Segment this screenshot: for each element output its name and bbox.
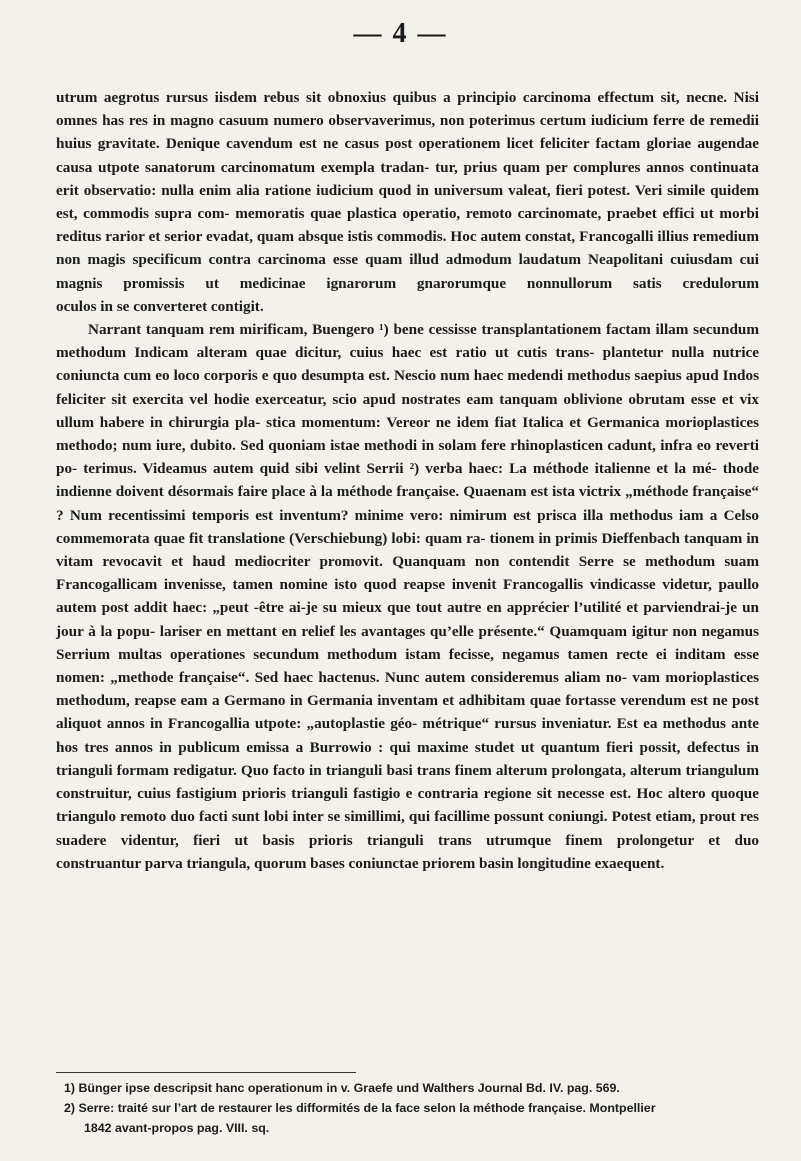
text-line: illam secundum methodum Indicam alteram quae dicitur, cuius haec est ratio ut cutis trans- <box>56 321 759 362</box>
page-number-header: — 4 — <box>353 18 448 49</box>
text-line: duo facti sunt lobi inter se simillimi, qui facillime possunt coniungi. Potest etiam, prout res <box>170 808 759 826</box>
text-line: Serrium multas operationes secundum methodum istam fecisse, negamus tamen recte ei inditam <box>56 645 726 663</box>
text-line: memoratis quae plastica operatio, remoto carcinomate, praebet effici ut morbi reditus rarior et <box>56 205 760 246</box>
text-line: métrique“ rursus inveniatur. Est ea methodus ante hos tres annos in publicum emissa a Burrowio : <box>56 715 759 756</box>
text-line: isto quod reapse invenit Francogallis vindicasse videtur, paullo autem post addit haec: „peut <box>56 576 760 617</box>
text-line: prioris trianguli fastigio e contraria regione sit necesse est. Hoc altero quoque triangulo remoto <box>56 785 759 826</box>
text-line: quae fortasse verendum est ne post aliquot annos in Francogallia utpote: „autoplastie géo- <box>56 692 759 733</box>
text-line: plantetur nulla nutrice coniuncta cum eo loco corporis e quo desumpta est. Nescio num <box>56 344 760 385</box>
footnotes <box>64 1078 764 1138</box>
text-line: tionem in primis Dieffenbach tanquam in vitam revocavit et haud mediocriter promovit. <box>56 529 759 571</box>
text-line: vam morioplastices methodum, reapse eam a Germano in Germania inventam et adhibitam <box>56 669 759 710</box>
paragraph <box>56 86 759 295</box>
text-line: serior evadat, quam absque istis commodis. Hoc autem constat, Francogalli illius remedium non <box>56 228 759 269</box>
text-line: iudicium ferre de remedii huius gravitate. Denique cavendum est ne casus post operationem <box>56 112 759 153</box>
text-line: suadere videntur, fieri ut basis prioris trianguli trans utrumque finem prolongetur et duo <box>56 831 759 849</box>
paragraph-end <box>56 852 759 875</box>
text-line: lariser en mettant en relief les avantages qu’elle présente.“ Quamquam igitur non negamus <box>159 622 759 640</box>
text-line: terimus. Videamus autem quid sibi velint Serrii ²) verba haec: La méthode italienne et la mé- <box>83 460 717 478</box>
text-line: illa methodus iam a Celso commemorata quae fit translatione (Verschiebung) lobi: quam ra- <box>56 506 760 547</box>
paragraph-end <box>56 295 759 318</box>
text-line: tur, prius quam per complures annos continuata erit observatio: nulla enim alia ratione <box>56 158 759 199</box>
paragraph <box>56 318 759 852</box>
footnote-2-continuation: 1842 avant-propos pag. VIII. sq. <box>84 1121 270 1135</box>
text-line: utrum aegrotus rursus iisdem rebus sit obnoxius quibus a principio carcinoma effectum sit, <box>56 89 680 106</box>
footnote-2: 2) Serre: traité sur l’art de restaurer les difformités de la face selon la méthode française. Montpellier <box>64 1101 656 1115</box>
text-line: apud nostrates eam tanquam oblivione obrutam esse et vix ullum habere in chirurgia pla- <box>56 390 759 431</box>
text-line: trianguli basi trans finem alterum prolongata, alterum triangulum construitur, cuius fastigium <box>56 761 759 803</box>
text-line: cui magnis promissis ut medicinae ignarorum gnarorumque nonnullorum satis credulorum <box>56 251 760 292</box>
text-line: haec medendi methodus saepius apud Indos feliciter sit exercita vel hodie exerceatur, scio <box>56 367 759 408</box>
text-line: qui maxime studet ut quantum fieri possit, defectus in trianguli formam redigatur. Quo facto in <box>56 738 759 779</box>
text-line: thode indienne doivent désormais faire place à la méthode française. Quaenam est ista victrix <box>56 460 760 501</box>
footnote-1: 1) Bünger ipse descripsit hanc operationum in v. Graefe und Walthers Journal Bd. IV. pag. 569. <box>64 1081 620 1095</box>
footnote-divider <box>56 1072 356 1073</box>
body-text <box>56 86 759 875</box>
text-line: -être ai-je su mieux que tout autre en apprécier l’utilité et parviendrai-je un jour à la popu- <box>56 599 759 640</box>
text-line: stica momentum: Vereor ne idem fiat Italica et Germanica morioplastices methodo; num iure, <box>56 413 759 455</box>
text-line: dubito. Sed quoniam istae methodi in solam fere rhinoplasticen cadunt, infra eo reverti po- <box>56 437 759 478</box>
text-line: „méthode française“ ? Num recentissimi temporis est inventum? minime vero: nimirum est prisca <box>56 483 759 524</box>
text-line: oculos in se converteret contigit. <box>56 297 264 315</box>
text-line: Quanquam non contendit Serre se methodum suam Francogallicam invenisse, tamen nomine <box>56 553 759 594</box>
text-line: esse nomen: „methode française“. Sed haec hactenus. Nunc autem consideremus aliam no- <box>56 645 759 687</box>
text-line: construantur parva triangula, quorum bases coniunctae priorem basin longitudine exaequent. <box>56 854 665 872</box>
text-line: Narrant tanquam rem mirificam, Buengero ¹) bene cessisse transplantationem factam <box>88 321 651 339</box>
text-line: magis specificum contra carcinoma esse quam illud admodum laudatum Neapolitani cuiusdam <box>87 251 733 269</box>
text-line: iudicium quod in universum valeat, fieri potest. Veri simile quidem est, commodis supra com- <box>56 181 760 223</box>
text-line: necne. Nisi omnes has res in magno casuum numero observaverimus, non poterimus certum <box>56 89 759 130</box>
text-line: licet feliciter factam gloriae augendae causa utpote sanatorum carcinomatum exempla tradan- <box>56 135 759 176</box>
